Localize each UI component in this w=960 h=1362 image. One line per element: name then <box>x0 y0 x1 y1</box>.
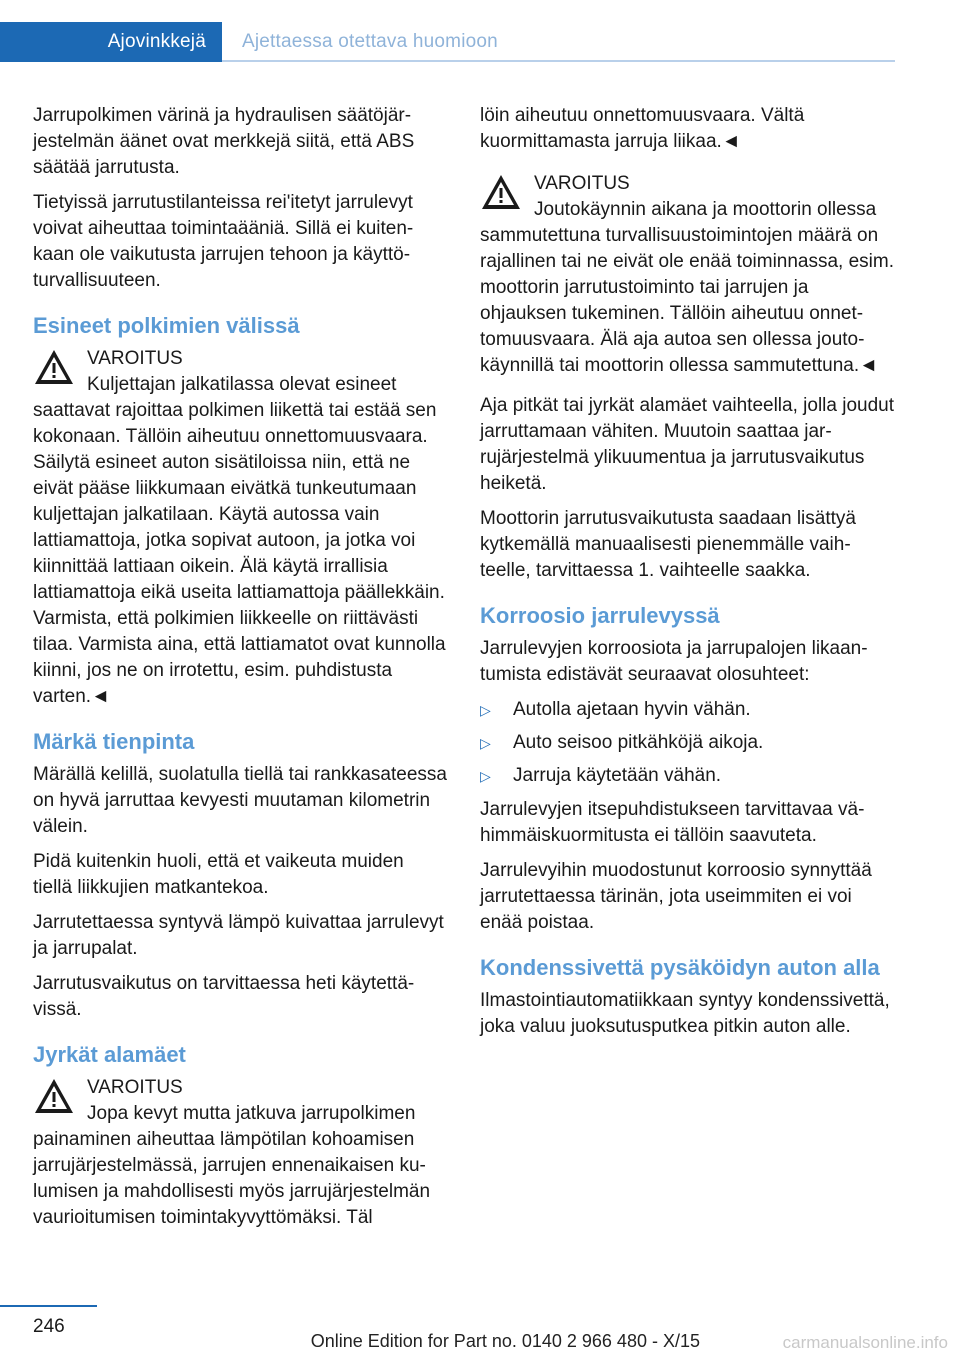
list-item <box>480 730 894 756</box>
paragraph: Jarrutettaessa syntyvä lämpö kuivattaa jarrulevyt ja jarrupalat. <box>33 912 444 959</box>
warning-block <box>33 1075 447 1231</box>
warning-label: VAROITUS <box>87 1077 183 1098</box>
paragraph: Ilmastointiautomatiikkaan syntyy kondenssivettä, joka valuu juoksutusputkea pitkin auton alle. <box>480 990 890 1037</box>
bullet-list <box>480 697 894 789</box>
paragraph: Tietyissä jarrutustilanteissa rei'itetyt jarrulevyt voivat aiheuttaa toimintaääniä. Sillä ei kuitenkaan ole vaikutusta jarrujen tehoon ja käyttöturvallisuuteen. <box>33 192 414 291</box>
warning-block <box>33 346 447 710</box>
paragraph: Jarrulevyjen korroosiota ja jarrupalojen likaantumista edistävät seuraavat olosuhteet: <box>480 638 868 685</box>
warning-label: VAROITUS <box>534 173 630 194</box>
section-heading: Jyrkät alamäet <box>33 1042 186 1067</box>
paragraph: Jarrulevyjen itsepuhdistukseen tarvittavaa vähimmäiskuormitusta ei tällöin saavuteta. <box>480 799 865 846</box>
section-heading: Korroosio jarrulevyssä <box>480 603 720 628</box>
paragraph: Jarrulevyihin muodostunut korroosio synnyttää jarrutettaessa tärinän, jota useimmiten ei voi enää poistaa. <box>480 860 872 933</box>
right-column <box>480 103 894 1049</box>
page-number: 246 <box>33 1316 65 1337</box>
bullet-triangle-icon: ▷ <box>480 768 491 784</box>
paragraph: Jarrupolkimen värinä ja hydraulisen säätöjärjestelmän äänet ovat merkkejä siitä, että ABS säätää jarrutusta. <box>33 105 415 178</box>
bullet-triangle-icon: ▷ <box>480 702 491 718</box>
list-item <box>480 763 894 789</box>
footer-rule <box>0 1305 97 1307</box>
section-heading: Kondenssivettä pysäköidyn auton alla <box>480 955 880 980</box>
list-item-text: Auto seisoo pitkähköjä aikoja. <box>513 732 764 753</box>
paragraph: Aja pitkät tai jyrkät alamäet vaihteella, jolla joudut jarruttamaan vähiten. Muutoin saattaa jarrujärjestelmä ylikuumentua ja jarrutusvaikutus heiketä. <box>480 395 895 494</box>
page-header <box>0 22 895 62</box>
list-item-text: Autolla ajetaan hyvin vähän. <box>513 699 751 720</box>
paragraph: Pidä kuitenkin huoli, että et vaikeuta muiden tiellä liikkujien matkantekoa. <box>33 851 404 898</box>
section-heading: Esineet polkimien välissä <box>33 313 300 338</box>
warning-text: Kuljettajan jalkatilassa olevat esineet saattavat rajoittaa polkimen liikettä tai estää sen kokonaan. Tällöin aiheutuu onnettomuusvaara. Säilytä esineet auton sisätiloissa niin, että ne eivät pääse liikkumaan eivätkä tunkeutumaan kuljettajan jalkatilaan. Käytä autossa vain lattiamattoja, jotka sopivat autoon, ja jotka voi kiinnittää lattiaan oikein. Älä käytä irrallisia lattiamattoja eikä useita lattiamattoja päällekkäin. Varmista, että polkimien liikkeelle on riittävästi tilaa. Varmista aina, että lattiamatot ovat kunnolla kiinni, jos ne on irrotettu, esim. puhdistusta varten.◄ <box>33 374 446 707</box>
warning-label: VAROITUS <box>87 348 183 369</box>
left-column <box>33 103 447 1241</box>
paragraph: Moottorin jarrutusvaikutusta saadaan lisättyä kytkemällä manuaalisesti pienemmälle vaihteelle, tarvittaessa 1. vaihteelle saakka. <box>480 508 856 581</box>
warning-triangle-icon <box>480 173 522 211</box>
warning-text: Joutokäynnin aikana ja moottorin ollessa sammutettuna turvallisuustoimintojen määrä on rajallinen tai ne eivät ole enää toiminnassa, esim. moottorin jarrutustoiminto tai jarrujen ja ohjauksen tukeminen. Tällöin aiheutuu onnettomuusvaara. Älä aja autoa sen ollessa joutokäynnillä tai moottorin ollessa sammutettuna.◄ <box>480 199 895 376</box>
list-item-text: Jarruja käytetään vähän. <box>513 765 722 786</box>
section-tab-active[interactable]: Ajovinkkejä <box>0 22 222 62</box>
watermark: carmanualsonline.info <box>782 1333 948 1352</box>
header-underline <box>222 60 895 62</box>
paragraph: Märällä kelillä, suolatulla tiellä tai rankkasateessa on hyvä jarruttaa kevyesti muutaman kilometrin välein. <box>33 764 447 837</box>
paragraph: löin aiheutuu onnettomuusvaara. Vältä kuormittamasta jarruja liikaa.◄ <box>480 105 805 152</box>
warning-block <box>480 171 894 379</box>
section-heading: Märkä tienpinta <box>33 729 195 754</box>
paragraph: Jarrutusvaikutus on tarvittaessa heti käytettävissä. <box>33 973 415 1020</box>
list-item <box>480 697 894 723</box>
section-tab-subsection[interactable]: Ajettaessa otettava huomioon <box>242 31 498 52</box>
warning-text: Jopa kevyt mutta jatkuva jarrupolkimen painaminen aiheuttaa lämpötilan kohoamisen jarrujärjestelmässä, jarrujen ennenaikaisen kulumisen ja mahdollisesti myös jarrujärjestelmän vaurioitumisen toimintakyvyttömäksi. Täl <box>33 1103 431 1228</box>
warning-triangle-icon <box>33 1077 75 1115</box>
edition-note: Online Edition for Part no. 0140 2 966 480 - X/15 <box>310 1331 700 1351</box>
bullet-triangle-icon: ▷ <box>480 735 491 751</box>
warning-triangle-icon <box>33 348 75 386</box>
